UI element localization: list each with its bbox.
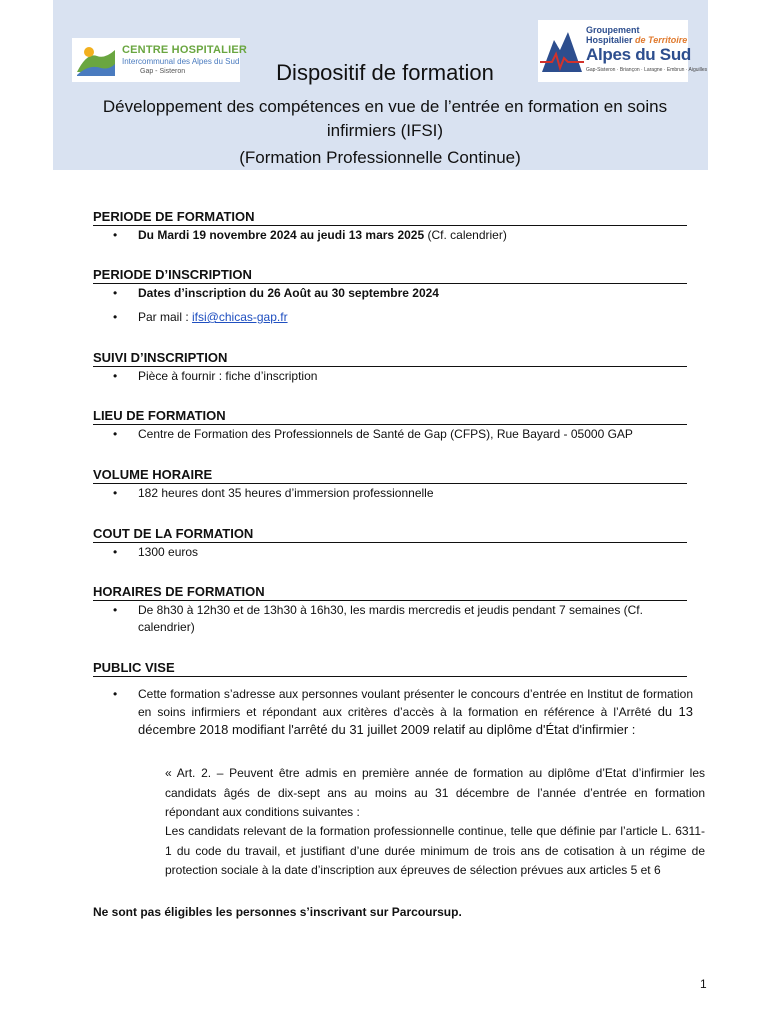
logo-right-line4: Gap-Sisteron · Briançon · Laragne · Embrun · Aiguilles [586,67,708,73]
logo-left-line3: Gap - Sisteron [140,68,186,75]
cout-item: 1300 euros [138,545,199,559]
heading-public-vise: PUBLIC VISE [93,660,687,677]
heading-periode-formation: PERIODE DE FORMATION [93,209,687,226]
bullet-icon: • [113,228,118,242]
logo-right-line2b: de Territoire [635,35,688,45]
bullet-icon: • [113,310,118,324]
bullet-icon: • [113,427,118,441]
bullet-icon: • [113,687,118,701]
bullet-icon: • [113,369,118,383]
email-link[interactable]: ifsi@chicas-gap.fr [192,310,288,324]
horaires-item: De 8h30 à 12h30 et de 13h30 à 16h30, les mardis mercredis et jeudis pendant 7 semaines (Cf. calendrier) [138,603,643,634]
list-item-text [138,309,698,326]
page-subtitle: Développement des compétences en vue de l’entrée en formation en soins infirmiers (IFSI) [102,97,668,140]
public-item-b: du 13 décembre 2018 modifiant l'arrêté du 31 juillet 2009 relatif au diplôme d'État d'infirmier : [138,704,693,737]
inscription-dates: Dates d’inscription du 26 Août au 30 septembre 2024 [138,286,439,300]
heading-horaires-formation: HORAIRES DE FORMATION [93,584,687,601]
bullet-icon: • [113,486,118,500]
parcoursup-note: Ne sont pas éligibles les personnes s’inscrivant sur Parcoursup. [93,905,462,919]
formation-dates: Du Mardi 19 novembre 2024 au jeudi 13 mars 2025 [138,228,425,242]
bullet-icon: • [113,603,118,617]
logo-right-line2 [586,35,687,45]
bullet-icon: • [113,545,118,559]
heading-periode-inscription: PERIODE D’INSCRIPTION [93,267,687,284]
page-number: 1 [700,977,707,991]
public-item [138,686,693,739]
mail-prefix: Par mail : [138,310,193,324]
logo-left-line2: Intercommunal des Alpes du Sud [122,57,240,66]
heading-lieu-formation: LIEU DE FORMATION [93,408,687,425]
heading-volume-horaire: VOLUME HORAIRE [93,467,687,484]
logo-right-line1: Groupement [586,25,640,35]
quote-paragraph-2: Les candidats relevant de la formation professionnelle continue, telle que définie par l’article L. 6311-1 du code du travail, et justifiant d’une durée minimum de trois ans de cotisation à un régime de protection sociale à la date d’inscription aux épreuves de sélection prévues aux articles 5 et 6 [165,824,705,877]
suivi-item: Pièce à fournir : fiche d’inscription [138,369,318,383]
lieu-item: Centre de Formation des Professionnels de Santé de Gap (CFPS), Rue Bayard - 05000 GAP [138,427,633,441]
heading-suivi-inscription: SUIVI D’INSCRIPTION [93,350,687,367]
logo-right-line3: Alpes du Sud [586,45,692,64]
volume-item: 182 heures dont 35 heures d’immersion professionnelle [138,486,434,500]
logo-right-line2a: Hospitalier [586,35,633,45]
bullet-icon: • [113,286,118,300]
formation-dates-note: (Cf. calendrier) [424,228,507,242]
logo-left-line1: CENTRE HOSPITALIER [122,44,248,56]
public-item-a: Cette formation s’adresse aux personnes voulant présenter le concours d’entrée en Institut de formation en soins infirmiers et répondant aux critères d’accès à la formation en référence à l’Arrêté [138,687,693,719]
list-item-text [138,227,698,244]
page-title: Dispositif de formation [276,60,494,85]
quote-paragraph-1: « Art. 2. – Peuvent être admis en première année de formation au diplôme d’Etat d’infirmier les candidats âgés de dix-sept ans au moins au 31 décembre de l’année d’entrée en formation répondant aux conditions suivantes : [165,766,705,819]
heading-cout-formation: COUT DE LA FORMATION [93,526,687,543]
page-subtitle-2: (Formation Professionnelle Continue) [239,148,521,167]
